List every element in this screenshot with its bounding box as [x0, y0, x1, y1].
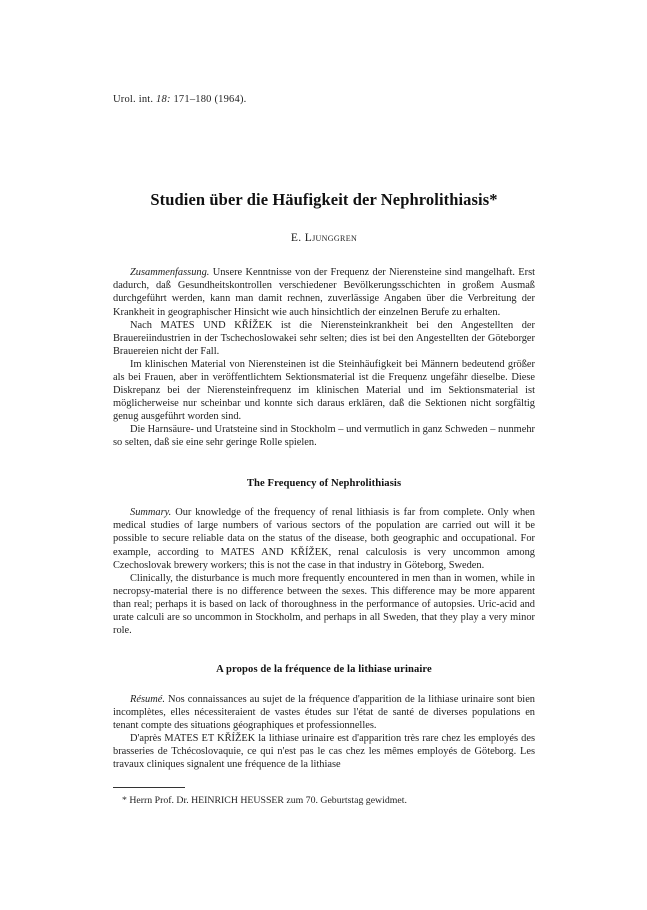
english-section-body	[113, 506, 535, 637]
abstract-paragraph: Nach MATES UND KŘÍŽEK ist die Nierensteinkrankheit bei den Angestellten der Brauereiindustrien in der Tschechoslowakei sehr selten; dies ist bei den Angestellten der Göteborger Brauereien nicht der Fall.	[113, 319, 535, 357]
footnote-separator-rule	[113, 787, 185, 788]
page-title: Studien über die Häufigkeit der Nephrolithiasis*	[150, 189, 498, 209]
abstract-paragraph-text: Unsere Kenntnisse von der Frequenz der Nierensteine sind mangelhaft. Erst dadurch, daß Gesundheitskontrollen verschiedener Bevölkerungsschichten in großem Ausmaß durchgeführt werden, kann man damit rechnen, zuverlässige Angaben über die Verbreitung der Krankheit in geographischer Hinsicht wie auch hinsichtlich der einzelnen Berufe zu erhalten.	[113, 267, 535, 318]
german-abstract	[113, 266, 535, 449]
french-section	[113, 663, 535, 771]
journal-pages-year: 171–180 (1964).	[173, 94, 247, 105]
journal-volume: 18:	[156, 94, 171, 105]
english-section	[113, 477, 535, 638]
summary-paragraph	[113, 506, 535, 571]
english-section-heading: The Frequency of Nephrolithiasis	[246, 477, 402, 489]
summary-paragraph: Clinically, the disturbance is much more frequently encountered in men than in women, while in necropsy-material there is no difference between the sexes. This difference may be more apparent than real; perhaps it is based on lack of thoroughness in the performance of autopsies. Uric-acid and urate calculi are so uncommon in Stockholm, and perhaps in all Sweden, that they play a very minor role.	[113, 572, 535, 637]
resume-paragraph	[113, 693, 535, 732]
abstract-paragraph: Im klinischen Material von Nierensteinen ist die Steinhäufigkeit bei Männern bedeutend größer als bei Frauen, aber in veröffentlichtem Sektionsmaterial ist die Frequenz ungefähr dieselbe. Diese Diskrepanz bei der Nierensteinfrequenz im klinischen Material und im Sektionsmaterial ist möglicherweise nur scheinbar und konnte sich daraus erklären, daß die Sektionen nicht sorgfältig genug ausgeführt worden sind.	[113, 358, 535, 423]
summary-paragraph-text: Our knowledge of the frequency of renal lithiasis is far from complete. Only when medical studies of large numbers of various sectors of the population are carried out will it be possible to secure reliable data on the status of the disease, both geographic and occupational. For example, according to MATES AND KŘÍŽEK, renal calculosis is very uncommon among Czechoslovak brewery workers; this is not the case in that industry in Göteborg, Sweden.	[113, 507, 535, 571]
footnote-text: * Herrn Prof. Dr. HEINRICH HEUSSER zum 70. Geburtstag gewidmet.	[122, 795, 407, 806]
footnote-area	[113, 787, 535, 807]
journal-reference	[113, 94, 535, 107]
resume-paragraph: D'après MATES ET KŘÍŽEK la lithiase urinaire est d'apparition très rare chez les employés des brasseries de Tchécoslovaquie, ce qui n'est pas le cas chez les mêmes employés de Göteborg. Les travaux cliniques signalent une fréquence de la lithiase	[113, 733, 535, 771]
author-name: E. Ljunggren	[290, 232, 358, 245]
summary-label: Summary.	[130, 507, 172, 519]
page-content	[113, 0, 535, 772]
journal-name: Urol. int.	[113, 94, 154, 105]
resume-paragraph-text: Nos connaissances au sujet de la fréquence d'apparition de la lithiase urinaire sont bien incomplètes, elles nécessiteraient de vastes études sur l'état de santé de diverses populations en tenant compte des situations géographiques et professionnelles.	[113, 694, 535, 732]
french-section-body	[113, 693, 535, 772]
resume-label: Résumé.	[130, 694, 165, 705]
abstract-paragraph: Die Harnsäure- und Uratsteine sind in Stockholm – und vermutlich in ganz Schweden – nunmehr so selten, daß sie eine sehr geringe Rolle spielen.	[113, 424, 535, 449]
french-section-heading: A propos de la fréquence de la lithiase urinaire	[216, 664, 432, 676]
abstract-paragraph	[113, 266, 535, 318]
abstract-label: Zusammenfassung.	[130, 267, 210, 279]
